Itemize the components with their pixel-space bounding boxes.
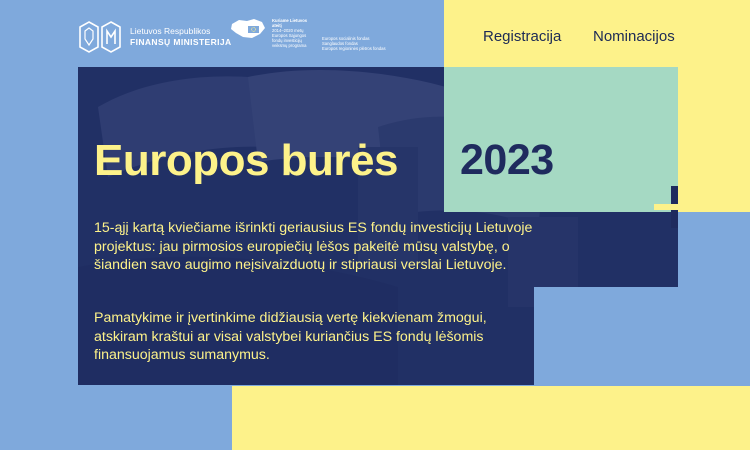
hero-cutout-block [534,287,678,385]
eu-fund-2: Sanglaudos fondas [322,41,358,46]
site-header [0,0,750,66]
eu-logo-title-2: ateitį [272,23,282,28]
ministry-name-line1: Lietuvos Respublikos [130,26,211,36]
eu-fund-1: Europos socialinis fondas [322,36,370,41]
intro-paragraph: 15-ąjį kartą kviečiame išrinkti geriausius ES fondų investicijų Lietuvoje projektus: jau pirmosios europiečių lėšos pakeitė mūsų valstybę, o šiandien savo augimo neįsivaizduotų ir stipriausi verslai Lietuvoje. [94,220,533,273]
lithuania-eu-flag-icon [230,18,266,40]
eu-logo-title-1: Kuriame Lietuvos [272,18,308,23]
ministry-name-line2: FINANSŲ MINISTERIJA [130,37,232,47]
eu-funds-logo [230,18,398,51]
eu-logo-text-4: veiksmų programa [272,43,307,48]
ministry-emblem-icon [78,20,122,54]
ministry-logo[interactable] [78,20,232,54]
nav-link-registration[interactable]: Registracija [483,28,562,45]
intro-paragraph-2: Pamatykime ir įvertinkime didžiausią vertę kiekvienam žmogui, atskiram kraštui ar visai valstybei kuriančius ES fondų lėšomis finansuojamus sumanymus. [94,310,487,363]
eu-logo-text-2: Europos Sąjungos [272,33,307,38]
nav-link-nominations[interactable]: Nominacijos [593,28,675,45]
page-title: Europos burės [94,136,398,185]
event-year: 2023 [460,136,554,184]
eu-logo-text-1: 2014–2020 metų [272,28,304,33]
eu-logo-text-3: fondų investicijų [272,38,302,43]
eu-fund-3: Europos regioninės plėtros fondas [322,46,386,51]
plus-decoration-icon [654,186,696,228]
background-yellow-block-bottom [232,386,750,450]
